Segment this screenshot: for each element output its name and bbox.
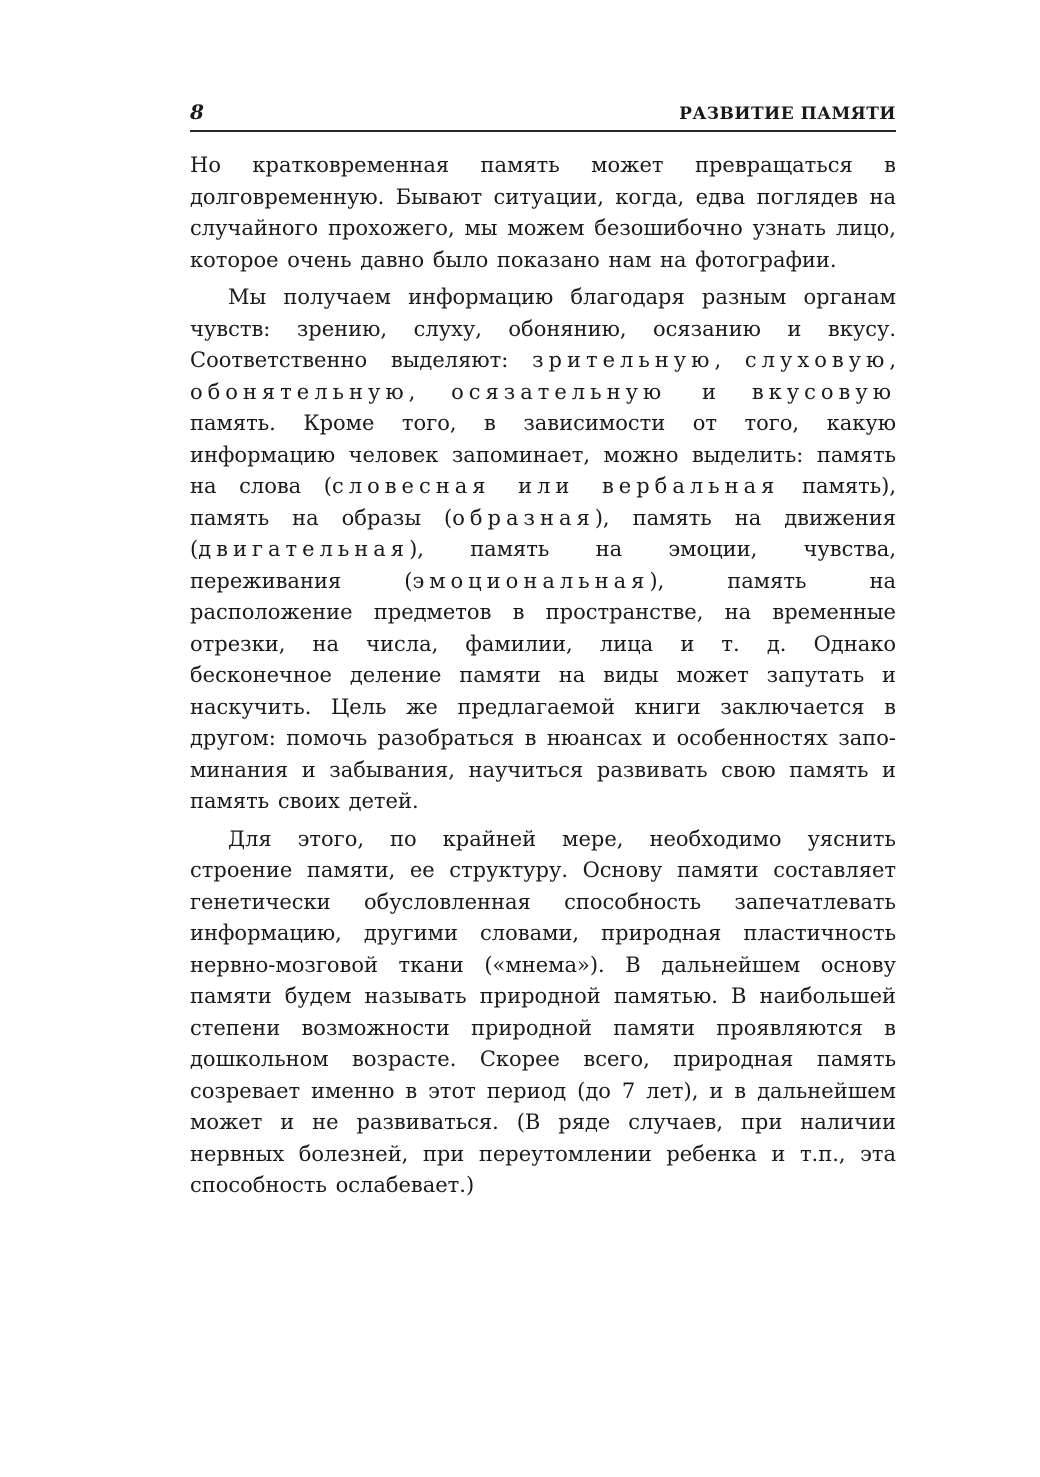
paragraph-1: Но кратковременная память может превращаться в долговременную. Бывают ситуации, когда, едва поглядев на случайного прохожего, мы можем безошибочно узнать лицо, которое очень давно было показано нам на фотографии.	[190, 153, 896, 272]
running-head	[190, 100, 896, 132]
spaced-term: образная	[452, 505, 595, 530]
spaced-term: осязательную	[451, 379, 667, 404]
spaced-term: вкусовую	[751, 379, 896, 404]
text-run: ), память на движения (	[190, 505, 896, 561]
text-run: ), память на эмоции, чувства, переживания (	[190, 537, 896, 593]
text-run: ,	[408, 379, 452, 404]
spaced-term: обонятельную	[190, 379, 409, 404]
text-run: Мы получаем информацию благодаря разным органам чувств: зрению, слуху, обонянию, осязанию и вкусу. Соответственно выделяют:	[190, 285, 896, 372]
text-run: память. Кроме того, в зависимости от того, какую информацию человек запоминает, можно выделить: память на слова (	[190, 411, 896, 498]
spaced-term: двигательная	[198, 537, 410, 561]
page-number: 8	[190, 100, 204, 124]
paragraph-3: Для этого, по крайней мере, необходимо уяснить строение памяти, ее структуру. Основу памяти составляет генетически обусловленная способность запечатлевать информацию, другими словами, природная пластичность нервно-мозговой ткани («мнема»). В дальнейшем основу памяти будем называть природной памятью. В наибольшей степени возможности природной памяти проявляются в дошкольном возрасте. Скорее всего, природная память созревает именно в этот период (до 7 лет), и в дальнейшем может и не развиваться. (В ряде случаев, при наличии нервных болезней, при переутомлении ребенка и т.п., эта способность ослабевает.)	[190, 826, 896, 1197]
text-run: ,	[714, 348, 745, 372]
text-run: и	[666, 379, 752, 404]
text-run: ), память на расположение предметов в пространстве, на временные отрезки, на числа, фамилии, лица и т. д. Однако бесконечное деление памяти на виды может запутать и наскучить. Цель же предлагаемой книги заключается в другом: помочь разобраться в нюансах и особенностях запоминания и забывания, научиться развивать свою память и память своих детей.	[190, 568, 896, 813]
running-title: РАЗВИТИЕ ПАМЯТИ	[679, 104, 896, 124]
spaced-term: слуховую	[744, 348, 890, 372]
spaced-term: зрительную	[532, 348, 715, 372]
spaced-term: словесная или вербальная	[331, 474, 780, 498]
text-run: память), память на образы (	[190, 474, 896, 530]
paragraph-2	[190, 282, 896, 818]
text-run: ,	[889, 348, 896, 372]
spaced-term: эмоциональная	[412, 568, 650, 593]
book-page	[190, 100, 896, 1208]
